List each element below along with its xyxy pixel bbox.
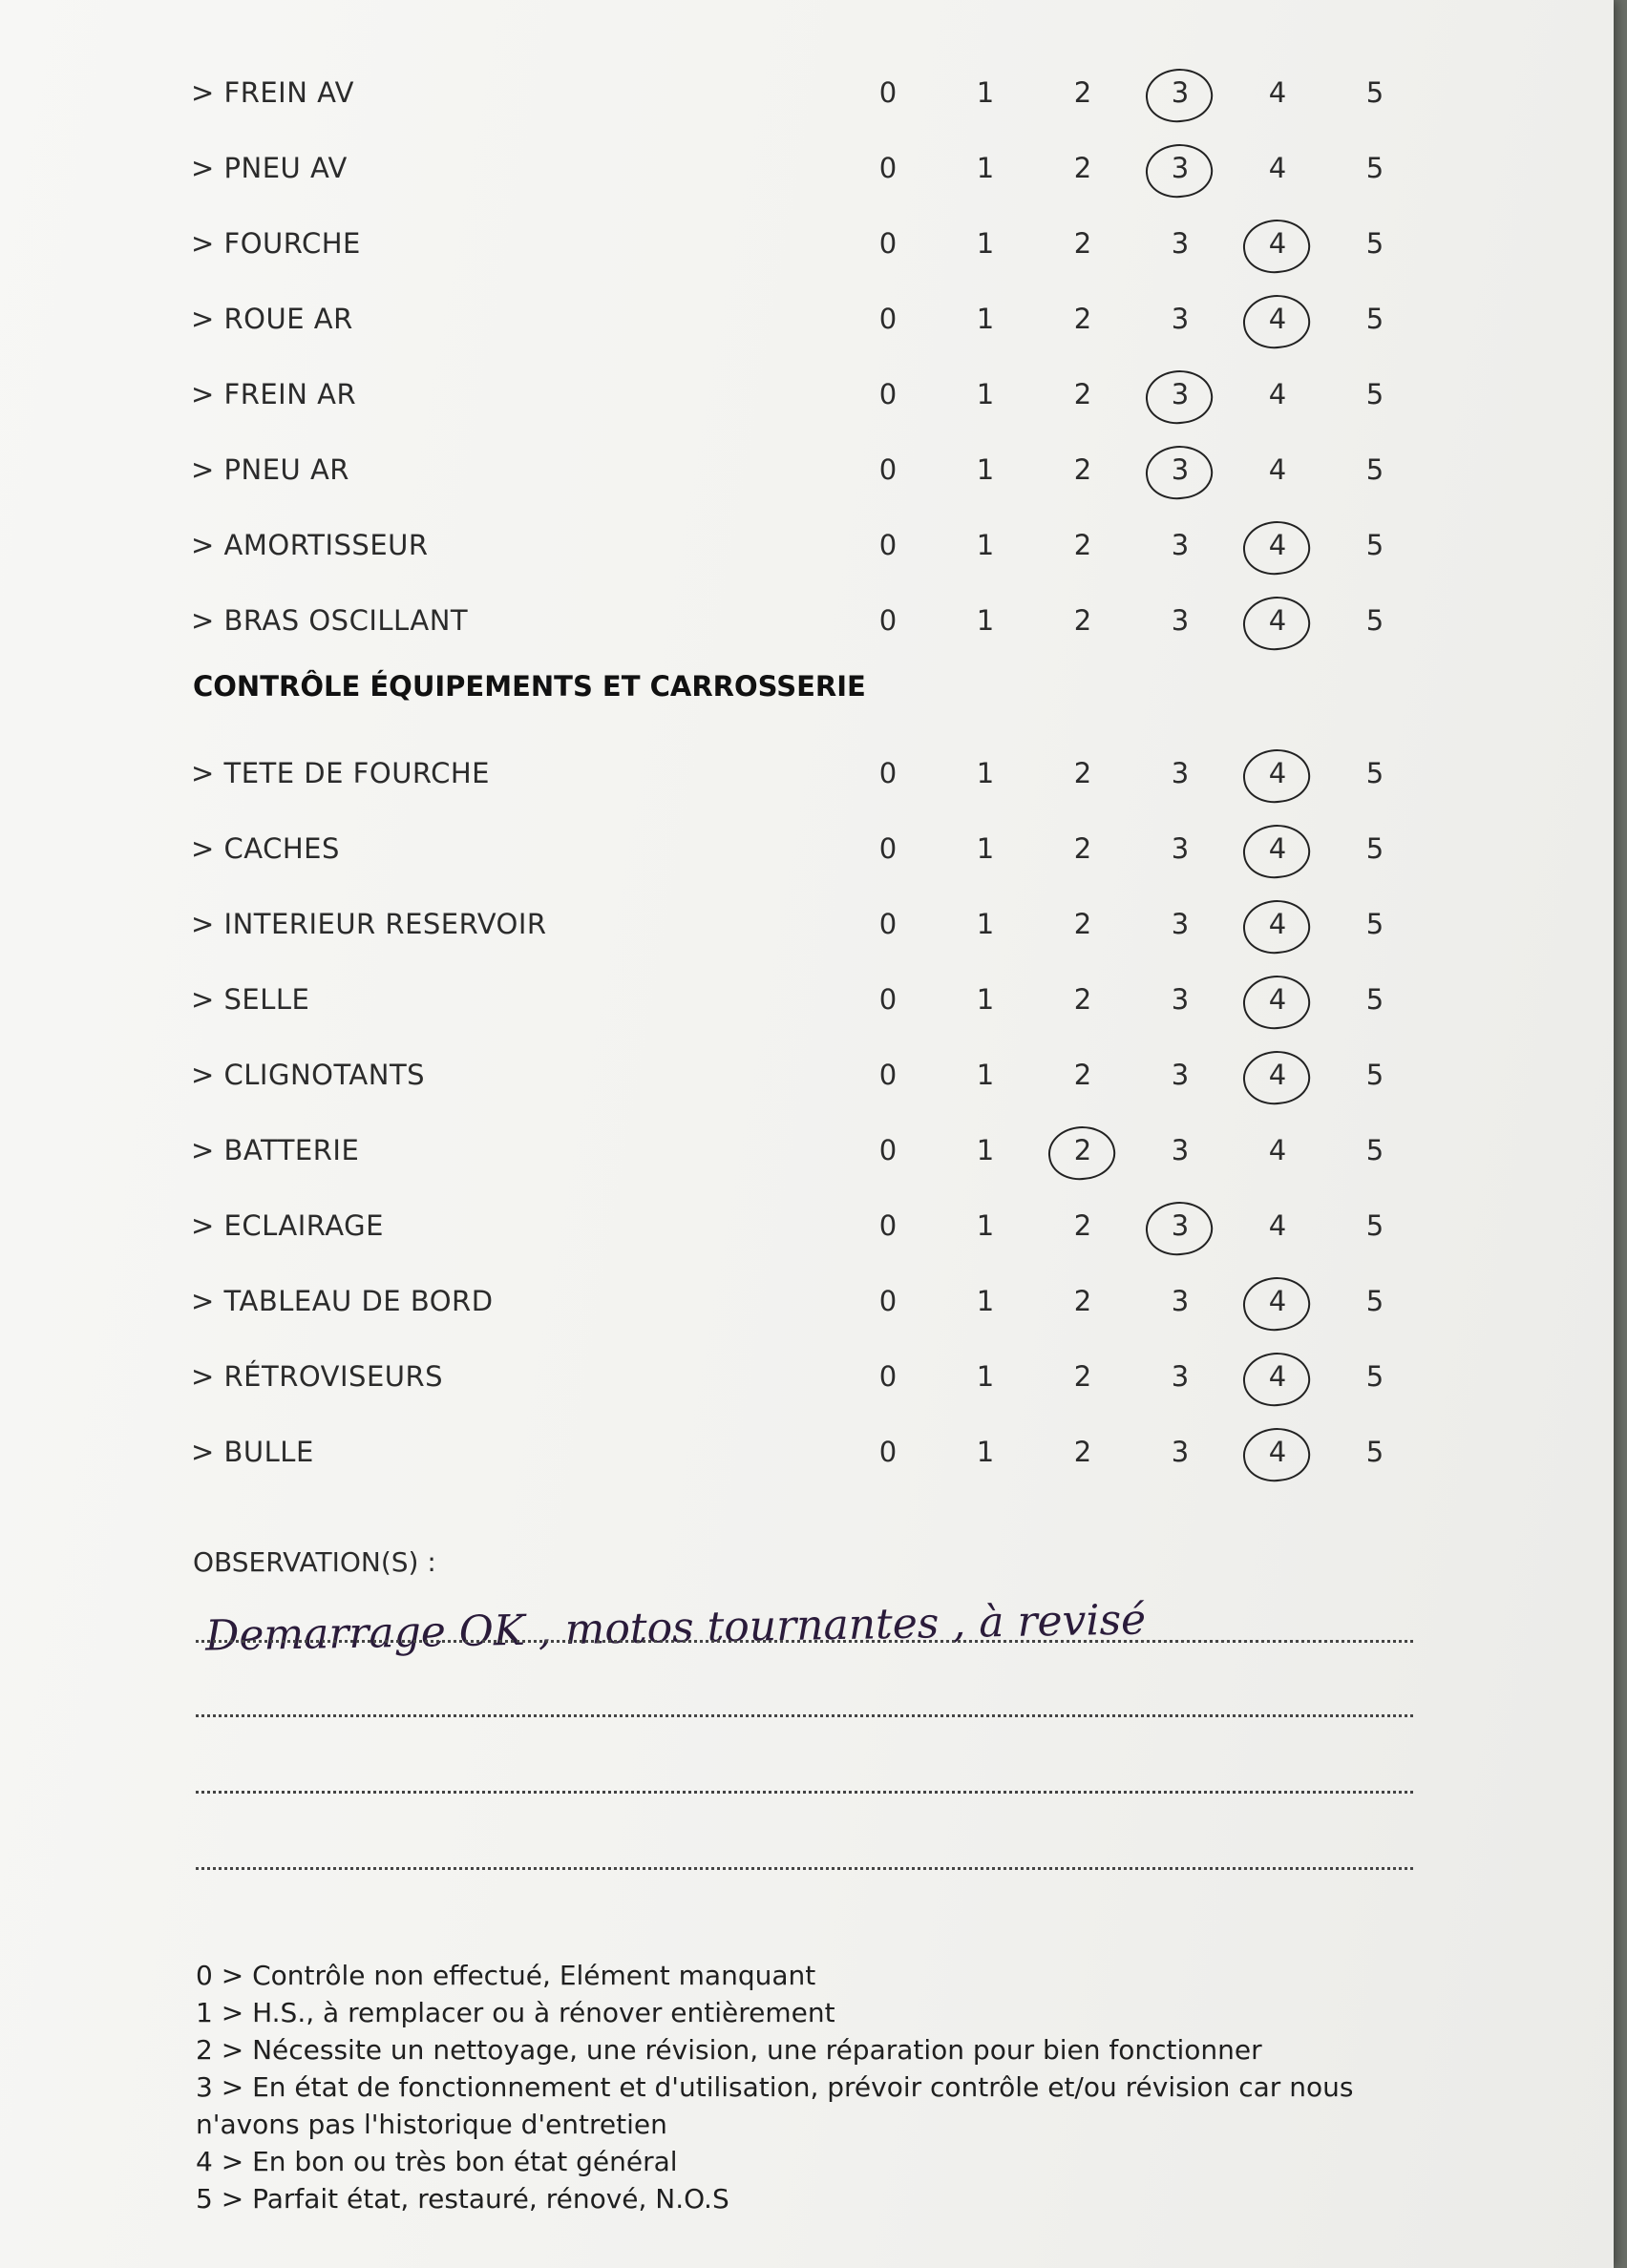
observation-line	[196, 1714, 1413, 1717]
legend-line: 0 > Contrôle non effectué, Elément manquant	[196, 1960, 816, 1991]
score-selected: 3	[1161, 152, 1199, 184]
score-selected: 4	[1258, 1360, 1297, 1393]
score-option: 4	[1268, 152, 1287, 184]
legend-line: 4 > En bon ou très bon état général	[196, 2146, 678, 2177]
score-selected: 4	[1258, 908, 1297, 940]
score-option: 3	[1171, 832, 1190, 865]
score-option: 0	[878, 529, 898, 561]
score-selected: 4	[1258, 1285, 1297, 1317]
inspection-row	[191, 368, 1432, 426]
inspection-row	[191, 293, 1432, 350]
legend-line: 5 > Parfait état, restauré, rénové, N.O.S	[196, 2183, 729, 2215]
score-option: 4	[1268, 1209, 1287, 1242]
legend-line: 2 > Nécessite un nettoyage, une révision, une réparation pour bien fonctionner	[196, 2034, 1262, 2066]
score-option: 0	[878, 227, 898, 260]
score-option: 5	[1365, 1436, 1384, 1468]
score-option: 1	[976, 757, 995, 789]
score-option: 1	[976, 1285, 995, 1317]
score-option: 0	[878, 152, 898, 184]
score-option: 0	[878, 604, 898, 637]
score-option: 1	[976, 529, 995, 561]
score-option: 4	[1268, 76, 1287, 109]
score-option: 5	[1365, 1360, 1384, 1393]
score-option: 0	[878, 303, 898, 335]
inspection-row	[191, 1049, 1432, 1106]
row-label: > PNEU AV	[191, 152, 348, 184]
row-label: > TABLEAU DE BORD	[191, 1285, 494, 1317]
score-option: 5	[1365, 604, 1384, 637]
score-option: 5	[1365, 1209, 1384, 1242]
score-option: 0	[878, 378, 898, 410]
score-option: 5	[1365, 378, 1384, 410]
score-option: 1	[976, 76, 995, 109]
score-selected: 4	[1258, 227, 1297, 260]
score-option: 3	[1171, 1360, 1190, 1393]
score-option: 0	[878, 1059, 898, 1091]
score-option: 2	[1073, 908, 1092, 940]
score-option: 2	[1073, 152, 1092, 184]
row-label: > FOURCHE	[191, 227, 361, 260]
score-option: 2	[1073, 1209, 1092, 1242]
score-option: 5	[1365, 983, 1384, 1016]
row-label: > INTERIEUR RESERVOIR	[191, 908, 547, 940]
score-option: 3	[1171, 908, 1190, 940]
score-option: 0	[878, 453, 898, 486]
inspection-row	[191, 519, 1432, 577]
inspection-row	[191, 1351, 1432, 1408]
score-option: 5	[1365, 1059, 1384, 1091]
rating-legend	[196, 1957, 1418, 2217]
inspection-row	[191, 1426, 1432, 1483]
observations-label: OBSERVATION(S) :	[193, 1546, 436, 1578]
inspection-row	[191, 142, 1432, 200]
inspection-row	[191, 1124, 1432, 1182]
score-option: 1	[976, 152, 995, 184]
row-label: > CLIGNOTANTS	[191, 1059, 426, 1091]
score-option: 0	[878, 1436, 898, 1468]
score-selected: 2	[1064, 1134, 1102, 1166]
score-selected: 4	[1258, 983, 1297, 1016]
row-label: > FREIN AR	[191, 378, 357, 410]
row-label: > CACHES	[191, 832, 340, 865]
legend-line: 1 > H.S., à remplacer ou à rénover entièrement	[196, 1997, 835, 2028]
score-option: 2	[1073, 1360, 1092, 1393]
row-label: > BULLE	[191, 1436, 314, 1468]
row-label: > RÉTROVISEURS	[191, 1360, 444, 1393]
score-option: 5	[1365, 1134, 1384, 1166]
score-option: 1	[976, 1134, 995, 1166]
score-option: 2	[1073, 832, 1092, 865]
legend-line: n'avons pas l'historique d'entretien	[196, 2109, 667, 2140]
inspection-row	[191, 1200, 1432, 1257]
score-selected: 4	[1258, 529, 1297, 561]
observation-line	[196, 1640, 1413, 1643]
score-option: 4	[1268, 453, 1287, 486]
score-option: 3	[1171, 1285, 1190, 1317]
score-option: 0	[878, 983, 898, 1016]
score-option: 2	[1073, 983, 1092, 1016]
row-label: > AMORTISSEUR	[191, 529, 429, 561]
score-option: 0	[878, 1360, 898, 1393]
score-option: 5	[1365, 832, 1384, 865]
score-selected: 3	[1161, 76, 1199, 109]
row-label: > SELLE	[191, 983, 310, 1016]
inspection-row	[191, 67, 1432, 124]
score-option: 0	[878, 757, 898, 789]
inspection-row	[191, 218, 1432, 275]
score-selected: 4	[1258, 604, 1297, 637]
score-option: 5	[1365, 1285, 1384, 1317]
score-option: 3	[1171, 227, 1190, 260]
row-label: > PNEU AR	[191, 453, 349, 486]
inspection-row	[191, 595, 1432, 652]
score-option: 2	[1073, 757, 1092, 789]
inspection-row	[191, 1275, 1432, 1333]
score-option: 5	[1365, 908, 1384, 940]
score-option: 1	[976, 453, 995, 486]
row-label: > TETE DE FOURCHE	[191, 757, 490, 789]
score-option: 1	[976, 832, 995, 865]
score-selected: 3	[1161, 453, 1199, 486]
score-selected: 4	[1258, 303, 1297, 335]
legend-line: 3 > En état de fonctionnement et d'utilisation, prévoir contrôle et/ou révision car nous	[196, 2071, 1354, 2103]
inspection-row	[191, 747, 1432, 805]
inspection-row	[191, 444, 1432, 501]
score-option: 5	[1365, 529, 1384, 561]
handwritten-observation: Demarrage OK , motos tournantes , à revisé	[204, 1595, 1147, 1661]
score-option: 4	[1268, 1134, 1287, 1166]
row-label: > BATTERIE	[191, 1134, 360, 1166]
score-option: 3	[1171, 529, 1190, 561]
score-option: 1	[976, 1436, 995, 1468]
score-option: 1	[976, 1209, 995, 1242]
score-option: 5	[1365, 303, 1384, 335]
score-option: 3	[1171, 983, 1190, 1016]
score-option: 2	[1073, 529, 1092, 561]
score-option: 3	[1171, 1059, 1190, 1091]
score-option: 2	[1073, 1436, 1092, 1468]
score-option: 1	[976, 303, 995, 335]
score-option: 3	[1171, 303, 1190, 335]
row-label: > ROUE AR	[191, 303, 353, 335]
score-selected: 3	[1161, 1209, 1199, 1242]
score-option: 5	[1365, 76, 1384, 109]
score-selected: 4	[1258, 1059, 1297, 1091]
score-option: 3	[1171, 757, 1190, 789]
score-option: 0	[878, 832, 898, 865]
observation-line	[196, 1867, 1413, 1870]
score-option: 5	[1365, 227, 1384, 260]
score-selected: 4	[1258, 1436, 1297, 1468]
score-option: 0	[878, 908, 898, 940]
score-option: 0	[878, 1285, 898, 1317]
row-label: > ECLAIRAGE	[191, 1209, 384, 1242]
score-option: 1	[976, 1059, 995, 1091]
score-option: 1	[976, 983, 995, 1016]
row-label: > FREIN AV	[191, 76, 354, 109]
score-option: 5	[1365, 757, 1384, 789]
inspection-row	[191, 898, 1432, 956]
score-option: 1	[976, 604, 995, 637]
score-option: 2	[1073, 453, 1092, 486]
score-option: 2	[1073, 378, 1092, 410]
score-option: 3	[1171, 604, 1190, 637]
score-selected: 4	[1258, 832, 1297, 865]
inspection-row	[191, 823, 1432, 880]
score-option: 0	[878, 1134, 898, 1166]
score-option: 2	[1073, 604, 1092, 637]
score-option: 1	[976, 227, 995, 260]
score-option: 0	[878, 76, 898, 109]
score-option: 2	[1073, 76, 1092, 109]
score-option: 2	[1073, 227, 1092, 260]
score-option: 3	[1171, 1436, 1190, 1468]
score-option: 2	[1073, 1059, 1092, 1091]
score-option: 1	[976, 908, 995, 940]
score-option: 5	[1365, 453, 1384, 486]
score-option: 1	[976, 1360, 995, 1393]
score-option: 4	[1268, 378, 1287, 410]
row-label: > BRAS OSCILLANT	[191, 604, 469, 637]
score-option: 0	[878, 1209, 898, 1242]
observation-line	[196, 1791, 1413, 1794]
score-option: 5	[1365, 152, 1384, 184]
inspection-row	[191, 974, 1432, 1031]
score-option: 3	[1171, 1134, 1190, 1166]
score-option: 1	[976, 378, 995, 410]
score-selected: 3	[1161, 378, 1199, 410]
score-option: 2	[1073, 1285, 1092, 1317]
score-option: 2	[1073, 303, 1092, 335]
section-title: CONTRÔLE ÉQUIPEMENTS ET CARROSSERIE	[193, 670, 866, 703]
score-selected: 4	[1258, 757, 1297, 789]
